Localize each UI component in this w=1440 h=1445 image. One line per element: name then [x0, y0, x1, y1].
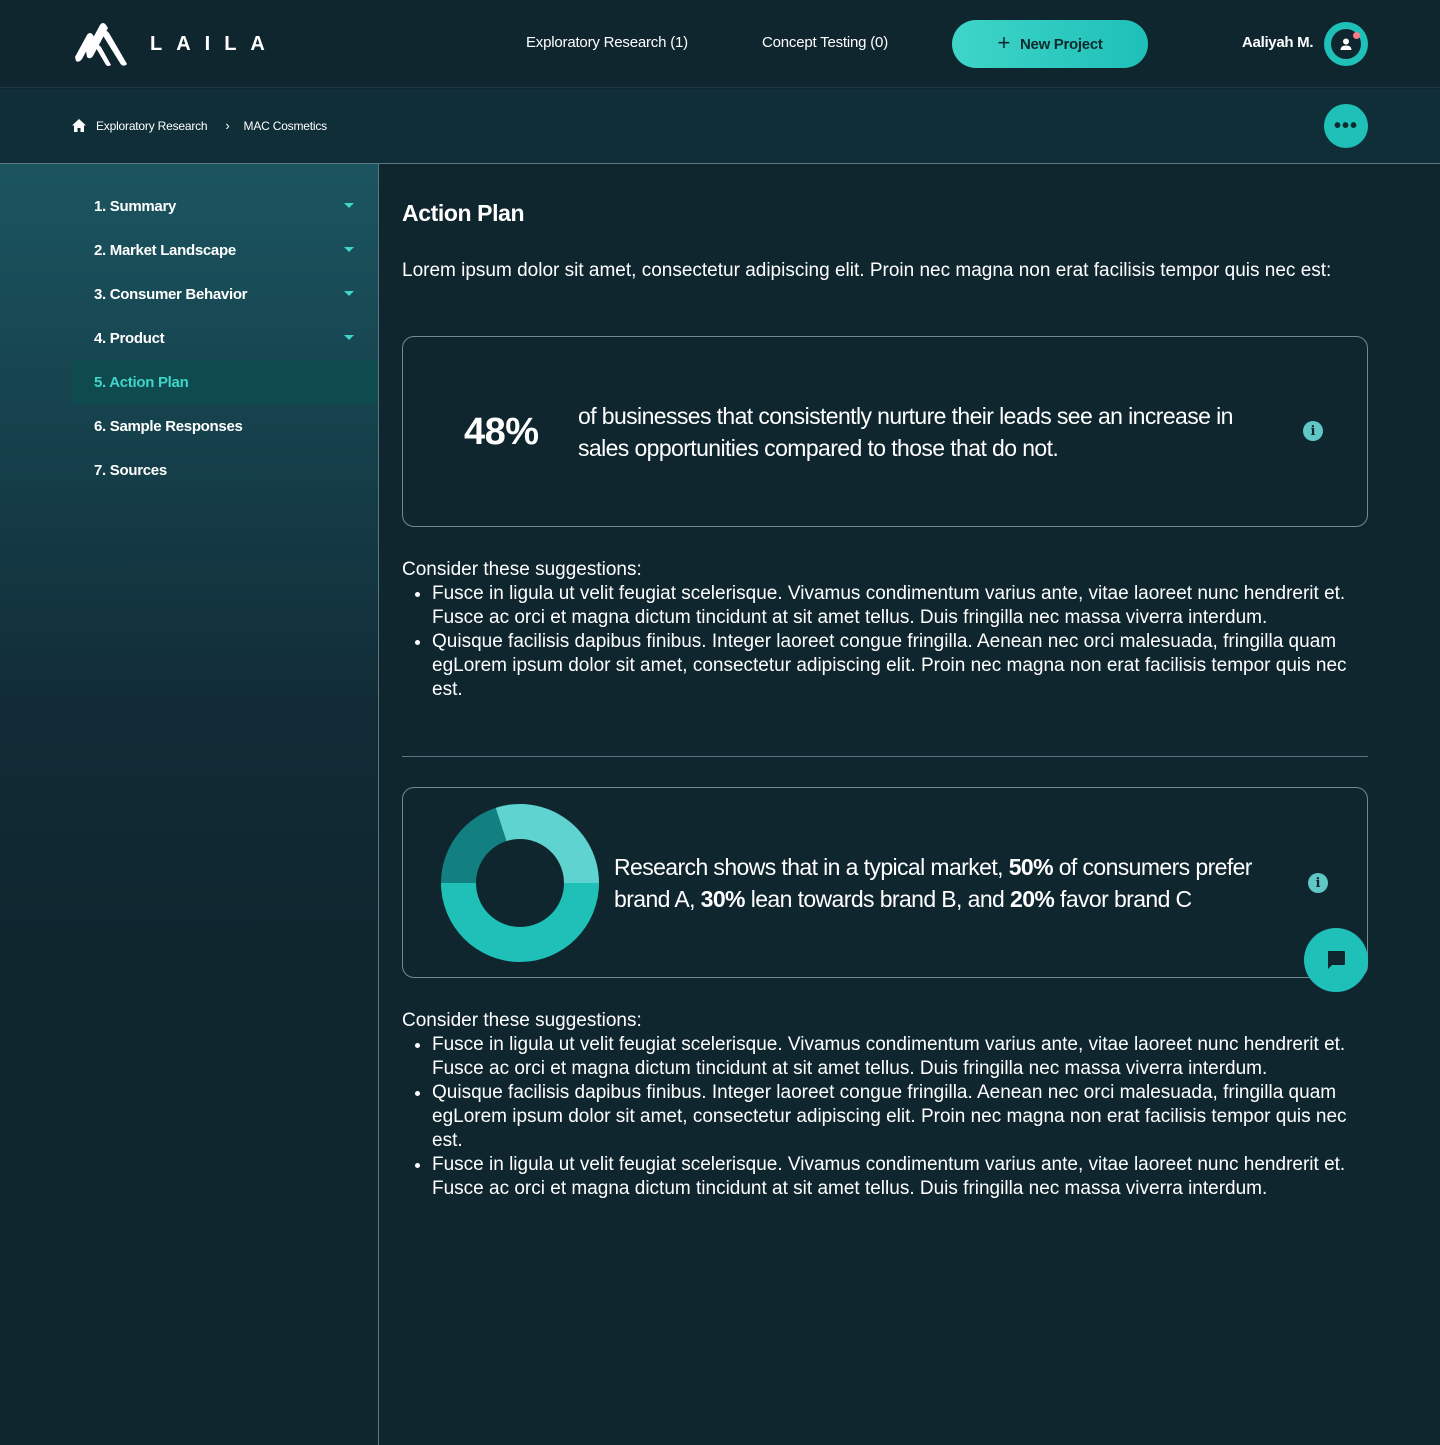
page-title: Action Plan	[402, 200, 525, 226]
caret-down-icon[interactable]	[344, 247, 354, 252]
sidebar-item-product[interactable]	[72, 316, 378, 360]
sidebar-item-label: 5. Action Plan	[94, 373, 189, 391]
top-navigation-bar	[0, 0, 1440, 88]
suggestions-section	[402, 1009, 1368, 1201]
sidebar-item-label: 2. Market Landscape	[94, 241, 236, 259]
stat-highlight: 50%	[1008, 854, 1053, 880]
stat-text-part: favor brand C	[1054, 886, 1192, 912]
nav-concept-testing[interactable]: Concept Testing (0)	[762, 34, 888, 51]
plus-icon: +	[997, 30, 1010, 55]
caret-down-icon[interactable]	[344, 203, 354, 208]
stat-value: 48%	[464, 411, 539, 453]
donut-slice-brand-b	[496, 804, 599, 883]
stat-text-part: of consumers prefer brand A,	[614, 854, 1252, 912]
intro-paragraph: Lorem ipsum dolor sit amet, consectetur adipiscing elit. Proin nec magna non erat facilisis tempor quis nec est:	[402, 260, 1332, 281]
stat-card-lead-nurturing	[402, 336, 1368, 527]
donut-slice-brand-a	[441, 883, 599, 962]
sidebar-item-consumer-behavior[interactable]	[72, 272, 378, 316]
caret-down-icon[interactable]	[344, 291, 354, 296]
suggestions-list	[402, 1033, 1368, 1201]
sidebar-item-action-plan[interactable]	[72, 360, 378, 404]
sidebar	[0, 164, 379, 1445]
suggestions-heading: Consider these suggestions:	[402, 559, 642, 580]
breadcrumb	[72, 118, 327, 133]
new-project-button[interactable]	[952, 20, 1148, 68]
list-item: • Fusce in ligula ut velit feugiat scelerisque. Vivamus condimentum varius ante, vitae laoreet nunc hendrerit et. Fusce ac orci et magna dictum tincidunt at sit amet tellus. Duis fringilla nec massa viverra interdum.	[432, 1033, 1368, 1081]
donut-chart	[440, 803, 600, 963]
list-item: • Quisque facilisis dapibus finibus. Integer laoreet congue fringilla. Aenean nec orci malesuada, fringilla quam egLorem ipsum dolor sit amet, consectetur adipiscing elit. Proin nec magna non erat facilisis tempor quis nec est.	[432, 1081, 1368, 1153]
logo[interactable]	[72, 20, 279, 68]
laila-logo-icon	[72, 21, 128, 67]
suggestions-heading: Consider these suggestions:	[402, 1010, 642, 1031]
more-options-button[interactable]	[1324, 104, 1368, 148]
sidebar-item-label: 3. Consumer Behavior	[94, 285, 248, 303]
logo-wordmark: LAILA	[150, 32, 279, 55]
sidebar-item-summary[interactable]	[72, 184, 378, 228]
caret-down-icon[interactable]	[344, 335, 354, 340]
notification-dot	[1353, 32, 1360, 39]
stat-highlight: 20%	[1010, 886, 1055, 912]
stat-text-part: lean towards brand B, and	[744, 886, 1010, 912]
sidebar-item-label: 6. Sample Responses	[94, 417, 243, 435]
stat-highlight: 30%	[700, 886, 745, 912]
info-icon[interactable]: i	[1303, 421, 1323, 441]
chevron-right-icon: ›	[225, 118, 230, 133]
stat-description: of businesses that consistently nurture their leads see an increase in sales opportunities compared to those that do not.	[578, 403, 1233, 461]
breadcrumb-item-current: MAC Cosmetics	[243, 118, 327, 133]
sidebar-item-sample-responses[interactable]	[72, 404, 378, 448]
breadcrumb-item-exploratory-research[interactable]: Exploratory Research	[96, 118, 208, 133]
suggestions-section	[402, 558, 1368, 702]
suggestions-list	[402, 582, 1368, 702]
sidebar-item-label: 7. Sources	[94, 461, 167, 479]
sidebar-item-label: 4. Product	[94, 329, 165, 347]
breadcrumb-bar	[0, 89, 1440, 164]
sidebar-item-sources[interactable]	[72, 448, 378, 492]
sidebar-item-label: 1. Summary	[94, 197, 177, 215]
chat-icon	[1325, 949, 1347, 971]
donut-slice-brand-c	[441, 808, 506, 883]
stat-text-part: Research shows that in a typical market,	[614, 854, 1009, 880]
info-icon[interactable]: i	[1308, 873, 1328, 893]
list-item: • Fusce in ligula ut velit feugiat scelerisque. Vivamus condimentum varius ante, vitae laoreet nunc hendrerit et. Fusce ac orci et magna dictum tincidunt at sit amet tellus. Duis fringilla nec massa viverra interdum.	[432, 582, 1368, 630]
stat-card-brand-preference	[402, 787, 1368, 978]
list-item: • Quisque facilisis dapibus finibus. Integer laoreet congue fringilla. Aenean nec orci malesuada, fringilla quam egLorem ipsum dolor sit amet, consectetur adipiscing elit. Proin nec magna non erat facilisis tempor quis nec est.	[432, 630, 1368, 702]
user-name: Aaliyah M.	[1242, 34, 1314, 51]
stat-description	[614, 851, 1304, 915]
ellipsis-icon: •••	[1333, 115, 1358, 137]
divider	[402, 756, 1368, 757]
sidebar-item-market-landscape[interactable]	[72, 228, 378, 272]
avatar[interactable]	[1324, 22, 1368, 66]
home-icon[interactable]	[72, 119, 86, 132]
chat-button[interactable]	[1304, 928, 1368, 992]
list-item: • Fusce in ligula ut velit feugiat scelerisque. Vivamus condimentum varius ante, vitae laoreet nunc hendrerit et. Fusce ac orci et magna dictum tincidunt at sit amet tellus. Duis fringilla nec massa viverra interdum.	[432, 1153, 1368, 1201]
nav-exploratory-research[interactable]: Exploratory Research (1)	[526, 34, 688, 51]
new-project-label: New Project	[1020, 35, 1103, 53]
